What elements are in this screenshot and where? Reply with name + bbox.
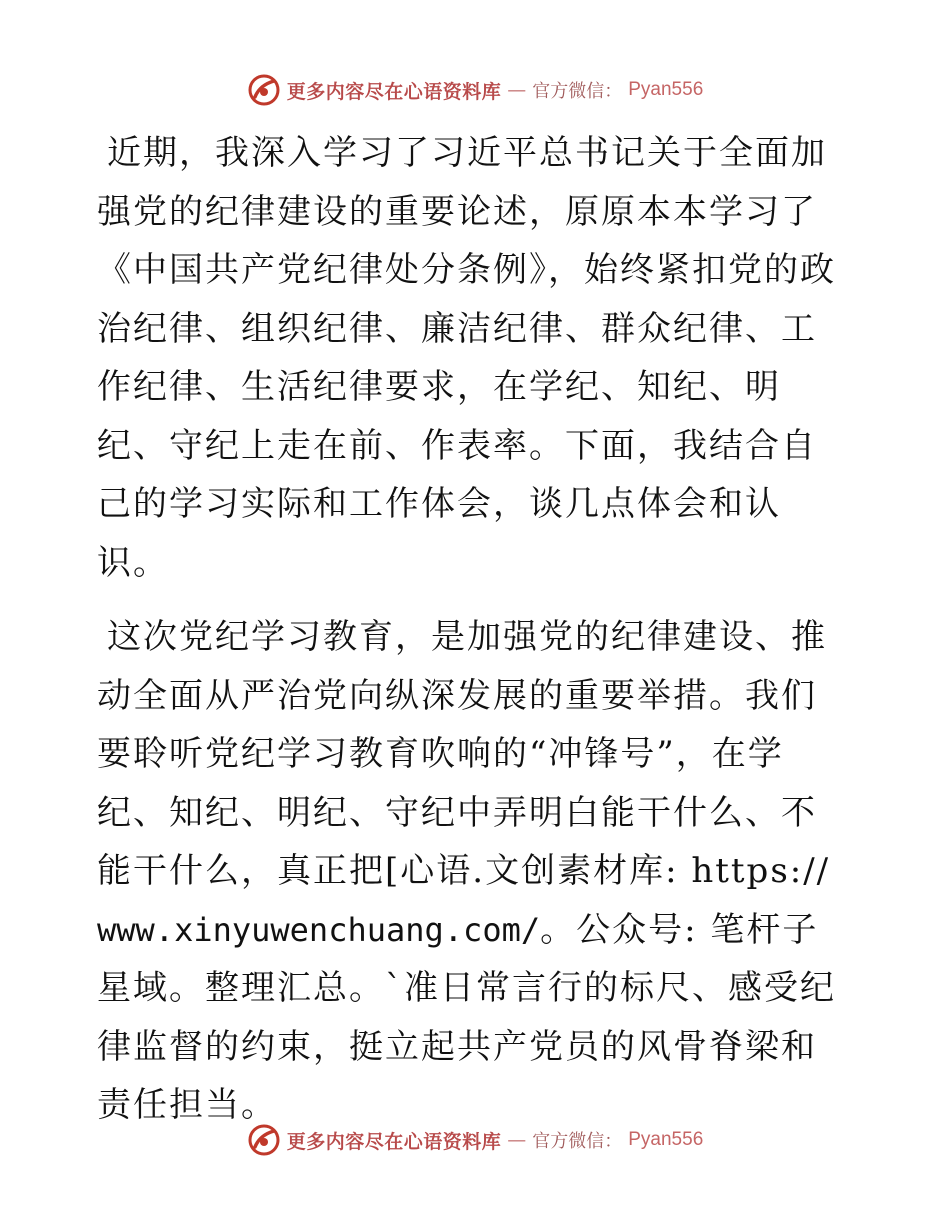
paragraph-2-part-a: 这次党纪学习教育，是加强党的纪律建设、推动全面从严治党向纵深发展的重要举措。我们要聆听党纪学习教育吹响的“冲锋号”，在学纪、知纪、明纪、守纪中弄明白能干什么、不能干什么，真正把[心语.文创素材库: https://	[97, 617, 831, 891]
paragraph-2-url: www.xinyuwenchuang.com/	[97, 910, 541, 949]
footer-separator: —	[507, 1129, 527, 1151]
paragraph-2-part-b: 。公众号: 笔杆子星域。整理汇总。`准日常言行的标尺、感受纪律监督的约束，挺立起共产党员的风骨脊梁和责任担当。	[97, 909, 836, 1125]
header-brand-text: 更多内容尽在心语资料库	[286, 80, 502, 103]
brush-seal-logo-icon	[247, 73, 281, 107]
brush-seal-logo-icon	[247, 1123, 281, 1157]
footer-brand-text: 更多内容尽在心语资料库	[286, 1130, 502, 1153]
paragraph-2	[97, 608, 849, 1135]
footer-wechat-label: 官方微信：	[532, 1131, 623, 1152]
footer-wechat-id: Pyan556	[628, 1129, 704, 1150]
document-body	[97, 124, 849, 1135]
header-separator: —	[507, 79, 527, 101]
header-wechat-id: Pyan556	[628, 79, 704, 100]
header-wechat-label: 官方微信：	[532, 81, 623, 102]
footer-banner	[0, 1120, 950, 1160]
header-banner	[0, 70, 950, 110]
paragraph-1: 近期，我深入学习了习近平总书记关于全面加强党的纪律建设的重要论述，原原本本学习了《中国共产党纪律处分条例》，始终紧扣党的政治纪律、组织纪律、廉洁纪律、群众纪律、工作纪律、生活纪律要求，在学纪、知纪、明纪、守纪上走在前、作表率。下面，我结合自己的学习实际和工作体会，谈几点体会和认识。	[97, 133, 836, 583]
